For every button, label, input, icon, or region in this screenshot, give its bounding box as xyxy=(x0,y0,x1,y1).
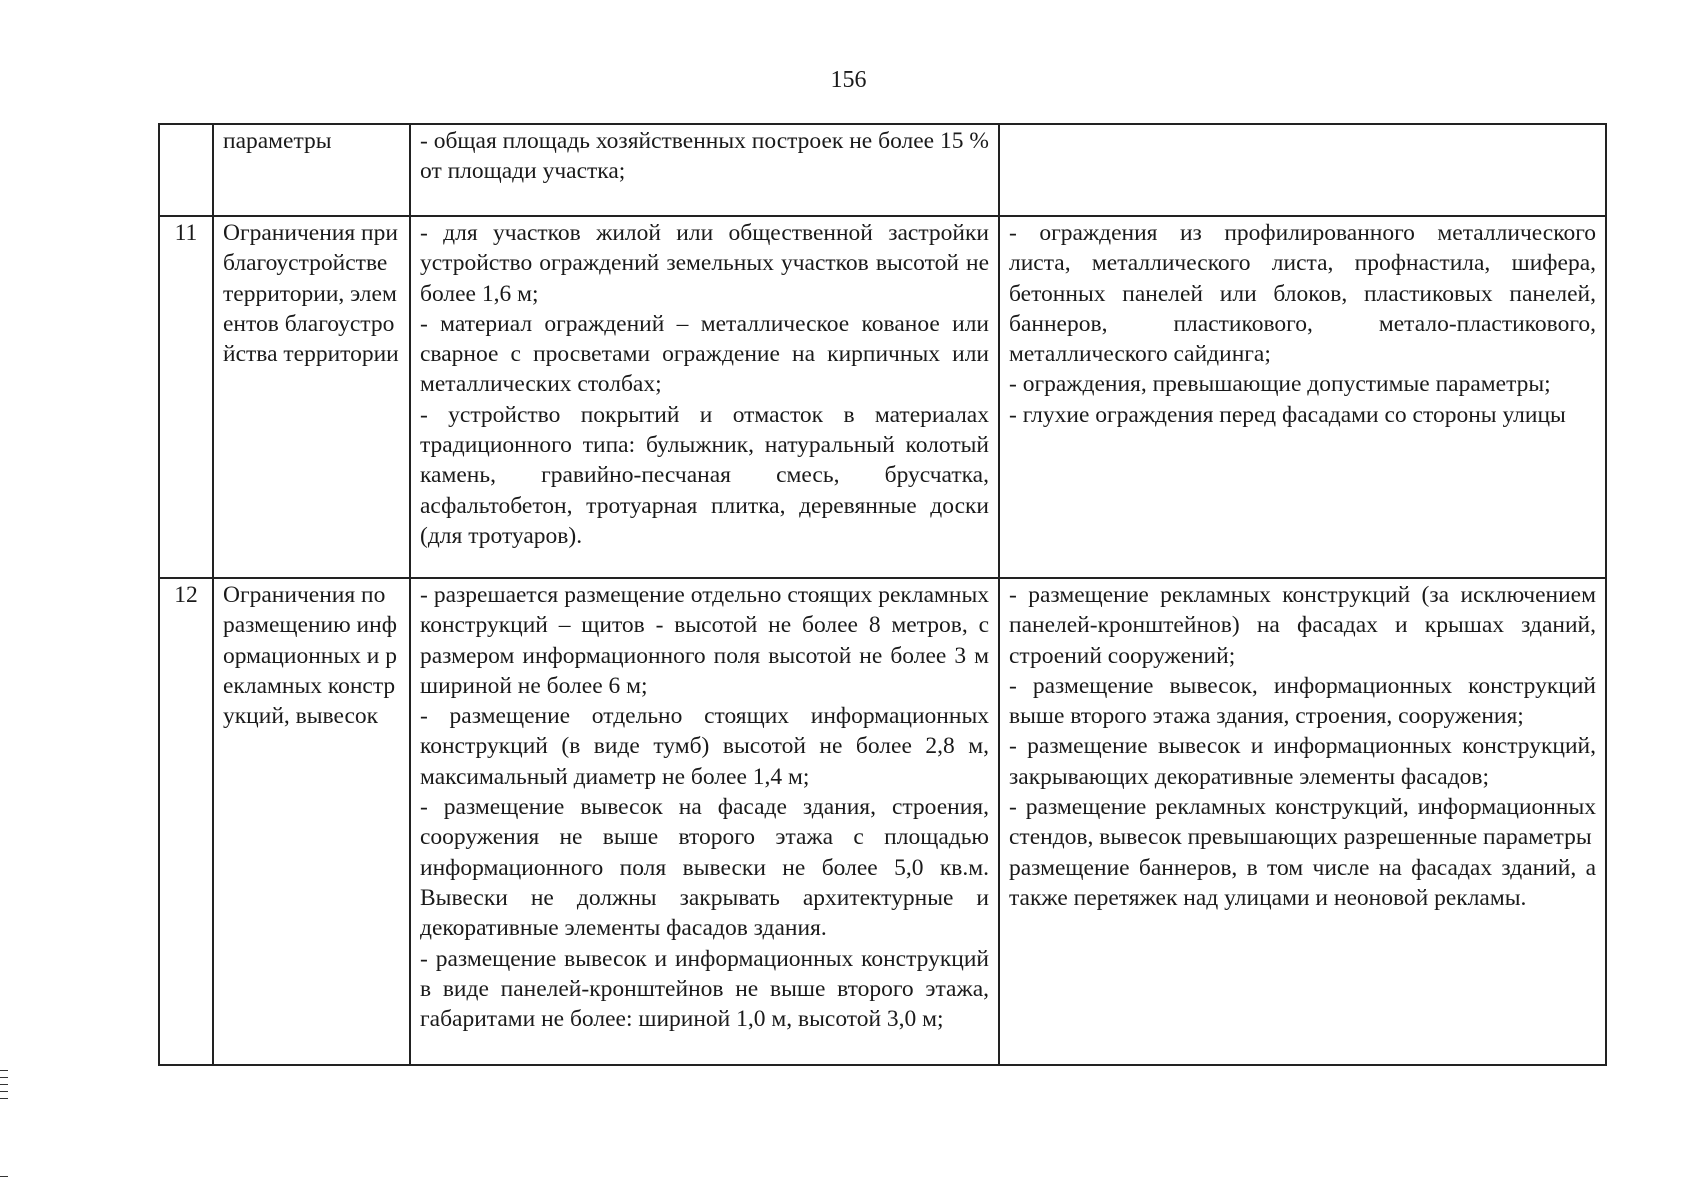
forbidden-item: размещение баннеров, в том числе на фасадах зданий, а также перетяжек над улицами и неоновой рекламы. xyxy=(1009,854,1596,911)
row-number-cell: 12 xyxy=(159,578,213,1065)
allowed-cell xyxy=(410,216,999,578)
margin-tick-mark xyxy=(0,1091,8,1092)
allowed-item: - размещение вывесок и информационных конструкций в виде панелей-кронштейнов не выше второго этажа, габаритами не более: шириной 1,0 м, высотой 3,0 м; xyxy=(420,945,989,1033)
allowed-item: - общая площадь хозяйственных построек не более 15 % от площади участка; xyxy=(420,128,989,185)
forbidden-cell xyxy=(999,124,1606,216)
forbidden-cell xyxy=(999,216,1606,578)
allowed-cell xyxy=(410,124,999,216)
forbidden-item: - размещение вывесок и информационных конструкций, закрывающих декоративные элементы фасадов; xyxy=(1009,733,1596,790)
forbidden-cell xyxy=(999,578,1606,1065)
forbidden-item: - глухие ограждения перед фасадами со стороны улицы xyxy=(1009,401,1566,428)
forbidden-item: - размещение вывесок, информационных конструкций выше второго этажа здания, строения, сооружения; xyxy=(1009,672,1596,730)
allowed-item: - разрешается размещение отдельно стоящих рекламных конструкций – щитов - высотой не более 8 метров, с размером информационного поля высотой не более 3 м шириной не более 6 м; xyxy=(420,582,989,699)
restriction-name-cell: Ограничения по размещению информационных и рекламных конструкций, вывесок xyxy=(213,578,410,1065)
margin-tick-mark xyxy=(0,1084,8,1085)
margin-tick-mark xyxy=(0,1176,8,1177)
row-number-cell: 11 xyxy=(159,216,213,578)
table-row xyxy=(159,216,1606,578)
margin-tick-mark xyxy=(0,1077,8,1078)
forbidden-item: - ограждения из профилированного металлического листа, металлического листа, профнастила, шифера, бетонных панелей или блоков, пластиковых панелей, баннеров, пластикового, метало-пластикового, металлического сайдинга; xyxy=(1009,220,1596,368)
table-row xyxy=(159,124,1606,216)
row-number-cell xyxy=(159,124,213,216)
allowed-item: - размещение вывесок на фасаде здания, строения, сооружения не выше второго этажа с площадью информационного поля вывески не более 5,0 кв.м. Вывески не должны закрывать архитектурные и декоративные элементы фасадов здания. xyxy=(420,794,989,942)
forbidden-item: - размещение рекламных конструкций (за исключением панелей-кронштейнов) на фасадах и крышах зданий, строений сооружений; xyxy=(1009,582,1596,669)
regulations-table xyxy=(158,123,1607,1066)
allowed-item: - размещение отдельно стоящих информационных конструкций (в виде тумб) высотой не более 2,8 м, максимальный диаметр не более 1,4 м; xyxy=(420,703,989,790)
forbidden-item: - размещение рекламных конструкций, информационных стендов, вывесок превышающих разрешенные параметры xyxy=(1009,794,1596,851)
margin-tick-mark xyxy=(0,1098,8,1099)
allowed-item: - устройство покрытий и отмасток в материалах традиционного типа: булыжник, натуральный колотый камень, гравийно-песчаная смесь, брусчатка, асфальтобетон, тротуарная плитка, деревянные доски (для тротуаров). xyxy=(420,401,989,549)
table-row xyxy=(159,578,1606,1065)
allowed-item: - для участков жилой или общественной застройки устройство ограждений земельных участков высотой не более 1,6 м; xyxy=(420,220,989,307)
margin-tick-mark xyxy=(0,1070,8,1071)
restriction-name-cell: Ограничения при благоустройстве территории, элементов благоустройства территории xyxy=(213,216,410,578)
allowed-item: - материал ограждений – металлическое кованое или сварное с просветами ограждение на кирпичных или металлических столбах; xyxy=(420,310,989,398)
forbidden-item: - ограждения, превышающие допустимые параметры; xyxy=(1009,371,1551,398)
page-number: 156 xyxy=(830,67,867,93)
allowed-cell xyxy=(410,578,999,1065)
restriction-name-cell: параметры xyxy=(213,124,410,216)
